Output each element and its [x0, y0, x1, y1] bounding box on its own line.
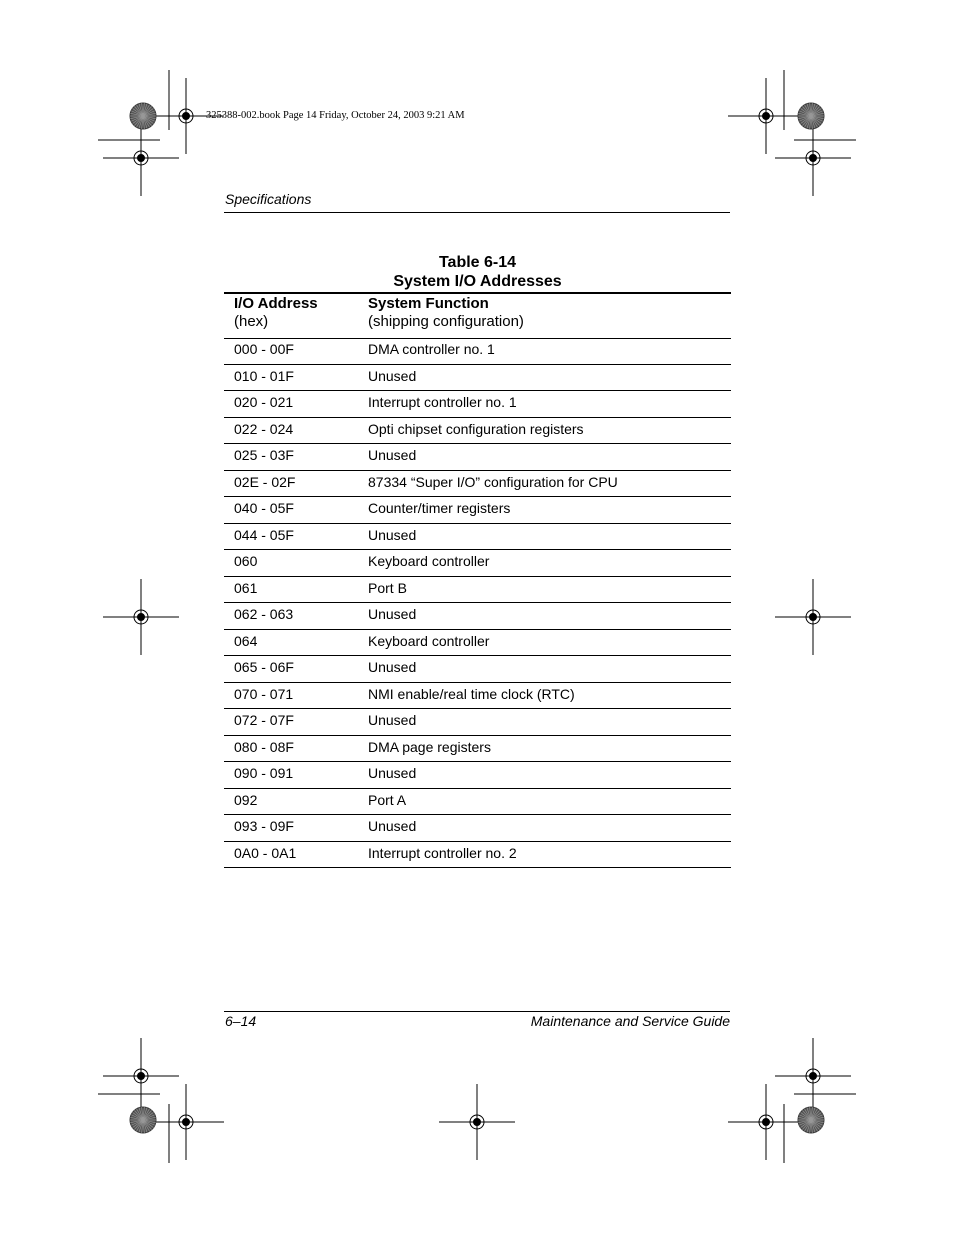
io-address-cell: 093 - 09F	[234, 818, 294, 834]
table-row	[224, 603, 731, 630]
table-top-rule	[224, 292, 731, 294]
table-row	[224, 471, 731, 498]
system-function-cell: Unused	[368, 765, 417, 781]
table-row	[224, 550, 731, 577]
system-function-cell: Port A	[368, 791, 407, 808]
registration-mark-bottom-left-dot	[183, 1119, 190, 1126]
registration-mark-bottom-center-dot	[474, 1119, 481, 1126]
print-info: 325388-002.book Page 14 Friday, October 24, 2003 9:21 AM	[206, 110, 465, 121]
column-header-address	[234, 295, 318, 331]
table-title: System I/O Addresses	[393, 273, 562, 290]
table-row	[224, 683, 731, 710]
guide-title: Maintenance and Service Guide	[530, 1013, 730, 1029]
column-header-function	[368, 295, 524, 331]
running-header: Specifications	[225, 191, 312, 207]
system-function-cell: Unused	[368, 526, 417, 543]
system-function-cell: Port B	[368, 579, 407, 596]
system-function-cell: Unused	[368, 367, 417, 384]
table-body	[224, 338, 731, 868]
registration-mark-top-right-dot	[763, 113, 770, 120]
registration-mark-top-left-dot	[183, 113, 190, 120]
column-header-function-title: System Function	[368, 295, 489, 312]
system-function-cell: NMI enable/real time clock (RTC)	[368, 685, 575, 702]
footer-rule	[224, 1011, 730, 1012]
table-row	[224, 391, 731, 418]
page-number: 6–14	[225, 1013, 257, 1029]
registration-mark-upper-left-dot	[138, 155, 145, 162]
column-header-address-sub: (hex)	[234, 313, 269, 330]
system-function-cell: Unused	[368, 818, 417, 834]
io-address-cell: 025 - 03F	[234, 447, 294, 463]
io-address-cell: 020 - 021	[234, 394, 294, 410]
system-function-cell: Unused	[368, 712, 417, 728]
registration-mark-middle-right-dot	[810, 614, 817, 621]
io-address-cell: 060	[234, 553, 258, 569]
io-address-cell: 000 - 00F	[234, 341, 294, 357]
system-function-cell: Interrupt controller no. 2	[368, 844, 517, 861]
io-address-cell: 044 - 05F	[234, 526, 294, 543]
column-header-address-title: I/O Address	[234, 295, 318, 312]
io-address-cell: 0A0 - 0A1	[234, 844, 297, 861]
table-row	[224, 656, 731, 683]
system-function-cell: Interrupt controller no. 1	[368, 394, 517, 410]
column-header-function-sub: (shipping configuration)	[368, 313, 524, 330]
io-address-cell: 065 - 06F	[234, 659, 294, 675]
system-function-cell: Unused	[368, 447, 417, 463]
table-row	[224, 497, 731, 524]
table-row	[224, 577, 731, 604]
io-address-cell: 040 - 05F	[234, 500, 294, 516]
system-function-cell: DMA page registers	[368, 738, 491, 755]
system-function-cell: Keyboard controller	[368, 632, 490, 649]
io-address-cell: 061	[234, 579, 258, 596]
io-address-cell: 080 - 08F	[234, 738, 294, 755]
table-row	[224, 524, 731, 551]
system-function-cell: Unused	[368, 659, 417, 675]
system-function-cell: DMA controller no. 1	[368, 341, 495, 357]
system-function-cell: Opti chipset configuration registers	[368, 420, 584, 437]
table-row	[224, 630, 731, 657]
header-rule	[224, 212, 730, 213]
io-address-cell: 062 - 063	[234, 606, 294, 622]
io-address-cell: 064	[234, 632, 258, 649]
io-address-cell: 02E - 02F	[234, 473, 296, 490]
table-row	[224, 789, 731, 816]
registration-mark-lower-right-dot	[810, 1073, 817, 1080]
registration-mark-middle-left-dot	[138, 614, 145, 621]
registration-mark-upper-right-dot	[810, 155, 817, 162]
table-row	[224, 365, 731, 392]
system-function-cell: Counter/timer registers	[368, 500, 511, 516]
registration-mark-bottom-right-dot	[763, 1119, 770, 1126]
io-address-cell: 070 - 071	[234, 685, 294, 702]
table-row	[224, 338, 731, 365]
io-address-cell: 072 - 07F	[234, 712, 294, 728]
system-function-cell: 87334 “Super I/O” configuration for CPU	[368, 473, 618, 490]
io-address-cell: 090 - 091	[234, 765, 294, 781]
io-address-cell: 010 - 01F	[234, 367, 294, 384]
table-row	[224, 418, 731, 445]
registration-mark-lower-left-dot	[138, 1073, 145, 1080]
io-address-cell: 092	[234, 791, 258, 808]
system-function-cell: Unused	[368, 606, 417, 622]
table-row	[224, 762, 731, 789]
table-caption	[224, 253, 731, 291]
io-address-cell: 022 - 024	[234, 420, 294, 437]
table-row	[224, 444, 731, 471]
table-row	[224, 815, 731, 842]
table-number: Table 6-14	[438, 254, 517, 271]
table-row	[224, 842, 731, 869]
table-row	[224, 709, 731, 736]
table-row	[224, 736, 731, 763]
system-function-cell: Keyboard controller	[368, 553, 490, 569]
